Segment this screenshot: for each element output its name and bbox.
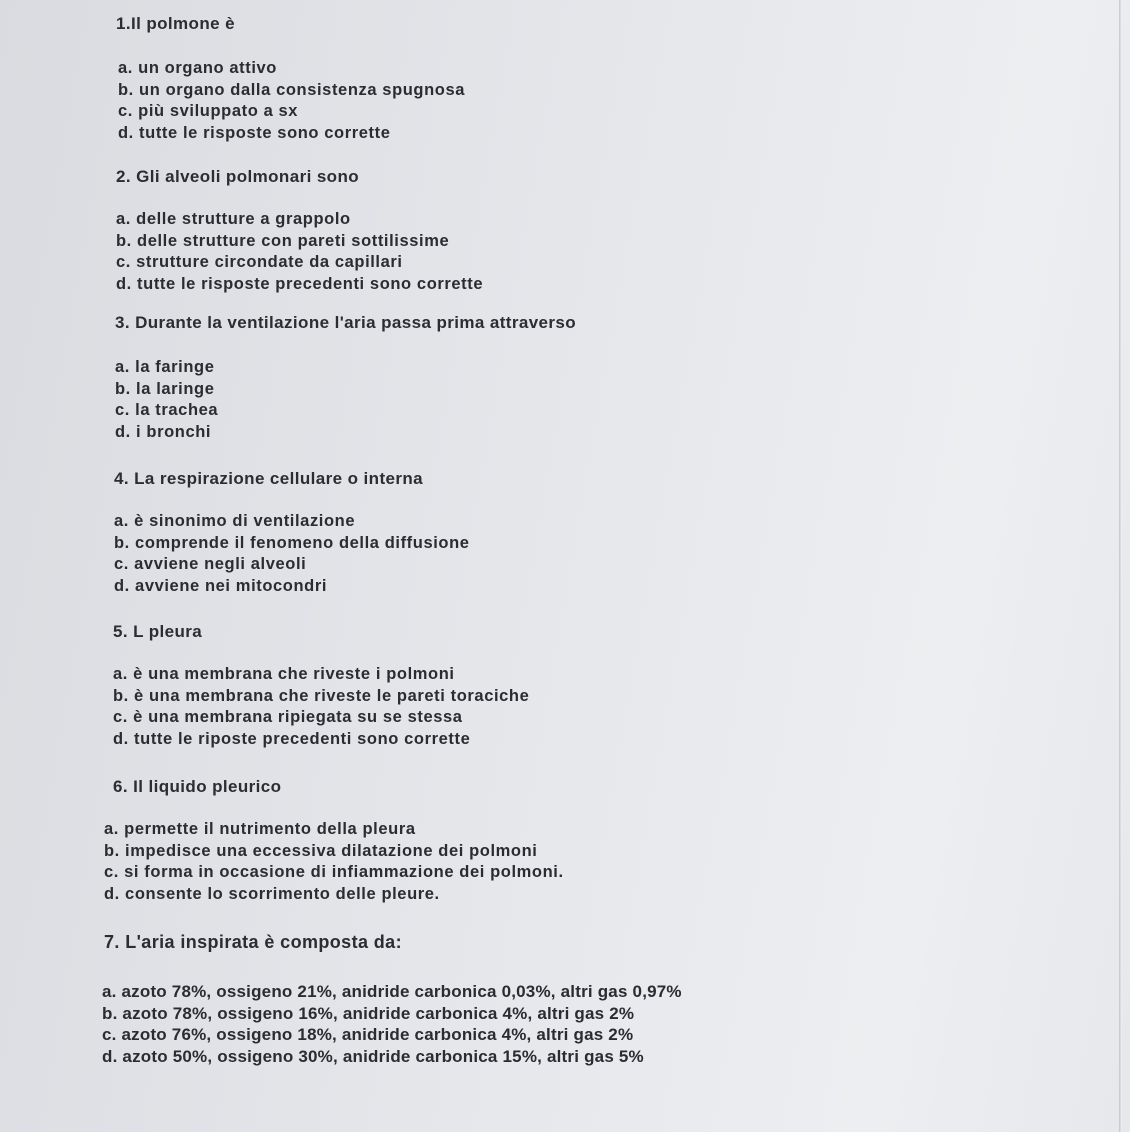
question-title: 6. Il liquido pleurico	[113, 777, 282, 796]
answer-list	[113, 664, 1113, 750]
page-edge	[1119, 0, 1122, 1132]
answer-c: c. si forma in occasione di infiammazione dei polmoni.	[104, 863, 564, 881]
question-title: 7. L'aria inspirata è composta da:	[104, 932, 402, 952]
answer-d: d. i bronchi	[115, 422, 212, 441]
answer-list	[102, 981, 1104, 1067]
answer-d: d. consente lo scorrimento delle pleure.	[104, 884, 440, 903]
question-3	[115, 313, 1115, 443]
question-title: 1.Il polmone è	[116, 14, 235, 33]
answer-a: a. azoto 78%, ossigeno 21%, anidride carbonica 0,03%, altri gas 0,97%	[102, 982, 682, 1001]
question-7	[104, 932, 1104, 1067]
answer-b: b. azoto 78%, ossigeno 16%, anidride carbonica 4%, altri gas 2%	[102, 1003, 635, 1023]
answer-d: d. azoto 50%, ossigeno 30%, anidride carbonica 15%, altri gas 5%	[102, 1046, 644, 1066]
answer-d: d. tutte le risposte precedenti sono corrette	[116, 274, 484, 293]
question-title: 2. Gli alveoli polmonari sono	[116, 167, 360, 186]
question-4	[114, 469, 1114, 597]
answer-b: b. è una membrana che riveste le pareti toraciche	[113, 686, 530, 705]
answer-list	[115, 357, 1115, 443]
answer-c: c. è una membrana ripiegata su se stessa	[113, 708, 463, 726]
question-title: 3. Durante la ventilazione l'aria passa prima attraverso	[115, 313, 577, 332]
answer-c: c. avviene negli alveoli	[114, 555, 307, 573]
answer-c: c. azoto 76%, ossigeno 18%, anidride carbonica 4%, altri gas 2%	[102, 1025, 634, 1044]
answer-d: d. avviene nei mitocondri	[114, 576, 328, 595]
answer-a: a. è sinonimo di ventilazione	[114, 512, 356, 530]
answer-b: b. la laringe	[115, 379, 215, 398]
answer-c: c. più sviluppato a sx	[118, 102, 299, 120]
question-1	[116, 14, 1116, 144]
answer-a: a. un organo attivo	[118, 59, 277, 77]
question-title: 5. L pleura	[113, 622, 203, 641]
answer-list	[104, 819, 1113, 905]
answer-c: c. strutture circondate da capillari	[116, 253, 403, 271]
answer-b: b. impedisce una eccessiva dilatazione dei polmoni	[104, 841, 538, 860]
question-title: 4. La respirazione cellulare o interna	[114, 469, 424, 488]
answer-list	[118, 58, 1116, 144]
answer-d: d. tutte le riposte precedenti sono corrette	[113, 729, 471, 748]
answer-b: b. delle strutture con pareti sottilissime	[116, 231, 450, 250]
question-2	[116, 167, 1116, 295]
answer-a: a. delle strutture a grappolo	[116, 210, 351, 228]
question-5	[113, 622, 1113, 750]
answer-list	[116, 209, 1116, 295]
answer-a: a. la faringe	[115, 358, 215, 376]
answer-list	[114, 511, 1114, 597]
answer-b: b. un organo dalla consistenza spugnosa	[118, 80, 466, 99]
answer-a: a. è una membrana che riveste i polmoni	[113, 665, 455, 683]
answer-c: c. la trachea	[115, 401, 219, 419]
answer-d: d. tutte le risposte sono corrette	[118, 123, 391, 142]
answer-a: a. permette il nutrimento della pleura	[104, 820, 416, 838]
answer-b: b. comprende il fenomeno della diffusione	[114, 533, 470, 552]
question-6	[104, 777, 1113, 905]
